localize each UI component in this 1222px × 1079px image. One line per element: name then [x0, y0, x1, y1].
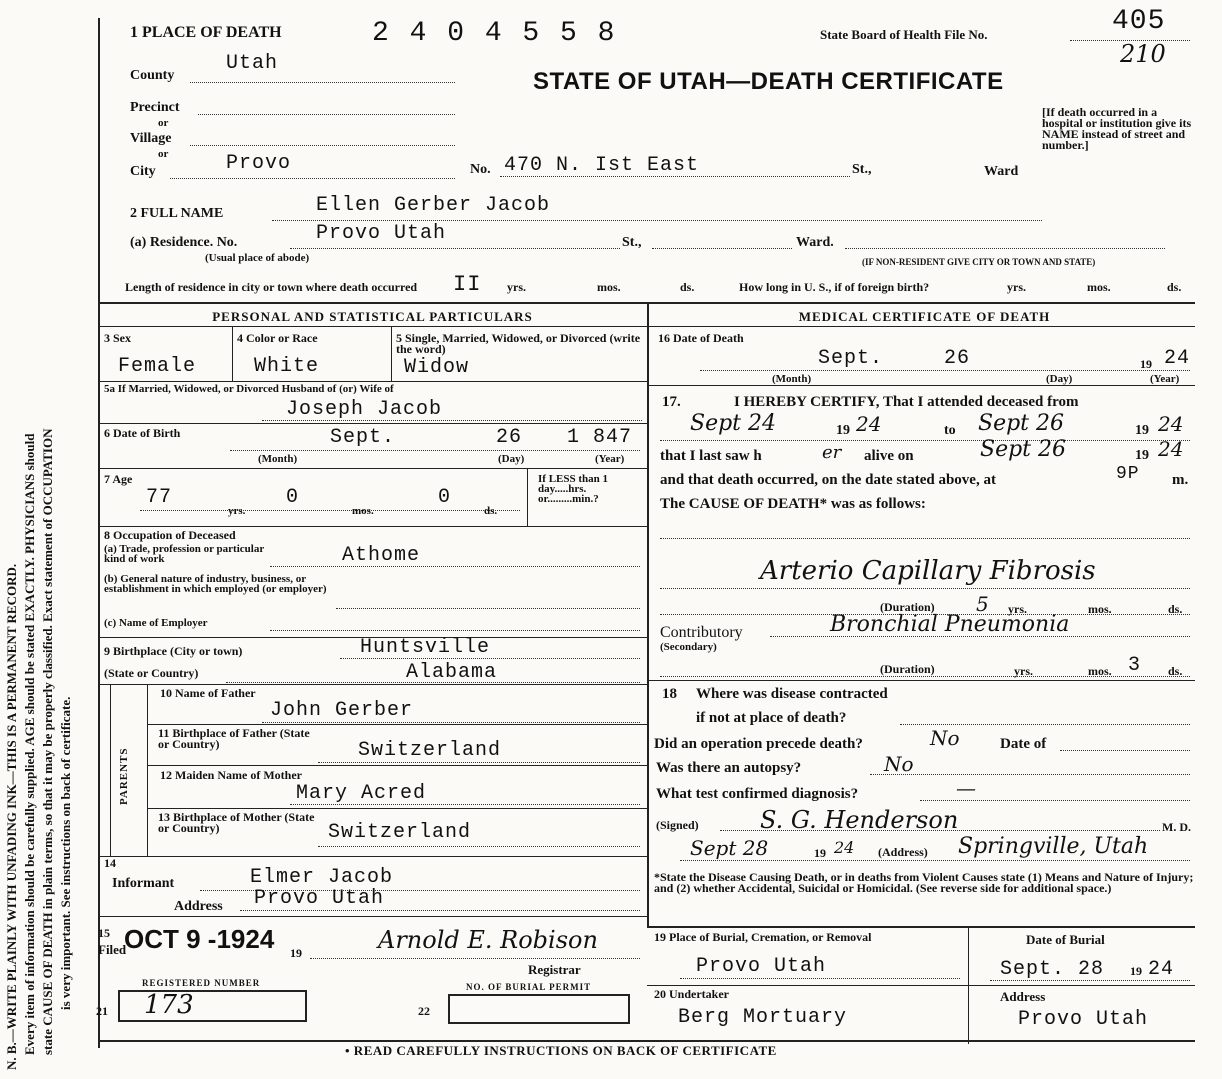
- middle-divider: [647, 302, 649, 927]
- birthplace-city: Huntsville: [360, 636, 491, 659]
- dob-year: 1 847: [567, 426, 633, 449]
- filed-date: OCT 9 -1924: [124, 924, 275, 954]
- mother-birthplace-label: 13 Birthplace of Mother (State or Country): [158, 810, 315, 835]
- alive-on-date: Sept 26: [980, 437, 1067, 462]
- dob-day: 26: [496, 426, 523, 449]
- or-label: or: [158, 148, 169, 160]
- footer-instructions: • READ CAREFULLY INSTRUCTIONS ON BACK OF CERTIFICATE: [345, 1043, 777, 1058]
- mother-birthplace: Switzerland: [328, 821, 472, 844]
- residence-ward-label: Ward.: [796, 235, 834, 250]
- yrs-label: yrs.: [1007, 280, 1026, 294]
- employer-label: (c) Name of Employer: [104, 617, 208, 629]
- precinct-label: Precinct: [130, 100, 180, 115]
- residence-st-label: St.,: [622, 235, 642, 250]
- undertaker-label: 20 Undertaker: [654, 987, 729, 1001]
- not-place-of-death-label: if not at place of death?: [696, 710, 847, 726]
- signed-label: (Signed): [656, 818, 699, 832]
- full-name-label: 2 FULL NAME: [130, 206, 224, 221]
- medical-section-title: MEDICAL CERTIFICATE OF DEATH: [798, 309, 1051, 324]
- parents-label: PARENTS: [118, 747, 130, 805]
- yrs-label: yrs.: [228, 505, 246, 517]
- age-years: 77: [146, 486, 173, 509]
- day-label: (Day): [1046, 373, 1073, 385]
- registered-number-label: REGISTERED NUMBER: [142, 978, 261, 988]
- death-year: 24: [1164, 347, 1191, 370]
- cause-of-death: Arterio Capillary Fibrosis: [760, 556, 1096, 586]
- marital-value: Widow: [404, 356, 470, 379]
- county-value: Utah: [226, 52, 279, 75]
- father-birthplace-label: 11 Birthplace of Father (State or Country): [158, 726, 310, 751]
- us-residence-label: How long in U. S., if of foreign birth?: [739, 280, 930, 294]
- physician-address: Springville, Utah: [958, 834, 1149, 859]
- footnote: *State the Disease Causing Death, or in deaths from Violent Causes state (1) Means and Nature of Injury; and (2) whether Accidental, Suicidal or Homicidal. (See reverse side for additional space.): [654, 870, 1194, 895]
- day-label: (Day): [498, 453, 525, 465]
- cause-duration: 5: [976, 592, 989, 616]
- birthplace-state-label: (State or Country): [104, 666, 199, 680]
- length-of-residence-value: II: [453, 272, 482, 297]
- dob-label: 6 Date of Birth: [104, 426, 181, 440]
- contributory-label: Contributory: [660, 624, 743, 641]
- informant-label: Informant: [112, 876, 175, 891]
- informant-address: Provo Utah: [254, 887, 385, 910]
- burial-year: 24: [1148, 958, 1175, 981]
- father-name-label: 10 Name of Father: [160, 686, 256, 700]
- registrar-label: Registrar: [528, 962, 581, 977]
- non-resident-note: (IF NON-RESIDENT GIVE CITY OR TOWN AND STATE): [862, 257, 1096, 267]
- ds-label: ds.: [484, 505, 498, 517]
- sidebar-line-1: N. B.—WRITE PLAINLY WITH UNFADING INK—THIS IS A PERMANENT RECORD.: [4, 563, 19, 1070]
- city-value: Provo: [226, 152, 292, 175]
- less-than-day-label: If LESS than 1 day.....hrs. or.........min.?: [538, 473, 609, 505]
- month-label: (Month): [258, 453, 298, 465]
- md-label: M. D.: [1162, 820, 1191, 834]
- age-days: 0: [438, 486, 452, 509]
- contributory-duration: 3: [1128, 654, 1142, 677]
- sex-label: 3 Sex: [104, 331, 131, 345]
- county-label: County: [130, 68, 175, 83]
- death-occurred-label: and that death occurred, on the date stated above, at: [660, 472, 996, 488]
- filed-label: Filed: [98, 942, 127, 957]
- autopsy-label: Was there an autopsy?: [656, 760, 802, 776]
- informant-address-label: Address: [174, 899, 223, 914]
- city-label: City: [130, 164, 156, 179]
- occupation-label: 8 Occupation of Deceased: [104, 528, 236, 542]
- secondary-label: (Secondary): [660, 641, 717, 653]
- race-label: 4 Color or Race: [237, 331, 318, 345]
- sidebar-line-2: Every item of information should be carefully supplied. AGE should be stated EXACTLY. PHYSICIANS should: [22, 433, 37, 1055]
- occupation-b-label: (b) General nature of industry, business, or establishment in which employed (or employer): [104, 573, 327, 595]
- signed-date: Sept 28: [690, 836, 769, 860]
- operation-label: Did an operation precede death?: [654, 736, 863, 752]
- burial-permit-label: NO. OF BURIAL PERMIT: [466, 982, 592, 992]
- contributory-cause: Bronchial Pneumonia: [830, 612, 1070, 637]
- duration-label: (Duration): [880, 600, 935, 614]
- year-label: (Year): [595, 453, 625, 465]
- ds-label: ds.: [680, 280, 695, 294]
- usual-place-label: (Usual place of abode): [205, 252, 310, 264]
- hospital-note: [If death occurred in a hospital or institution give its NAME instead of street and number.]: [1042, 105, 1192, 152]
- left-border: [98, 18, 100, 1048]
- time-of-death: 9P: [1116, 464, 1140, 484]
- marital-label: 5 Single, Married, Widowed, or Divorced (write the word): [396, 331, 641, 356]
- length-of-residence-label: Length of residence in city or town where death occurred: [125, 280, 418, 294]
- father-birthplace: Switzerland: [358, 739, 502, 762]
- year-prefix: 19: [1140, 357, 1152, 371]
- spouse-label: 5a If Married, Widowed, or Divorced Husband of (or) Wife of: [104, 383, 394, 395]
- undertaker-address: Provo Utah: [1018, 1008, 1149, 1031]
- ward-label: Ward: [984, 164, 1019, 179]
- m-label: m.: [1172, 472, 1189, 488]
- ds-label: ds.: [1167, 280, 1182, 294]
- attended-from-year: 24: [856, 412, 882, 436]
- dob-month: Sept.: [330, 426, 396, 449]
- age-label: 7 Age: [104, 472, 133, 486]
- yrs-label: yrs.: [507, 280, 526, 294]
- signed-year: 24: [834, 838, 855, 857]
- death-day: 26: [944, 347, 971, 370]
- year-label: (Year): [1150, 373, 1180, 385]
- street-no-label: No.: [470, 162, 491, 177]
- file-no-label: State Board of Health File No.: [820, 27, 988, 42]
- father-name: John Gerber: [270, 699, 414, 722]
- birthplace-label: 9 Birthplace (City or town): [104, 644, 243, 658]
- residence-label: (a) Residence. No.: [130, 235, 238, 250]
- certificate-number: 2 4 0 4 5 5 8: [372, 18, 617, 49]
- occupation-a-label: (a) Trade, profession or particular kind of work: [104, 543, 265, 565]
- mos-label: mos.: [597, 280, 621, 294]
- item-17-label: 17.: [662, 394, 681, 410]
- st-label: St.,: [852, 162, 872, 177]
- registrar-signature: Arnold E. Robison: [378, 926, 598, 954]
- or-label: or: [158, 117, 169, 129]
- full-name-value: Ellen Gerber Jacob: [316, 194, 551, 217]
- certificate-title: STATE OF UTAH—DEATH CERTIFICATE: [533, 68, 1004, 95]
- duration-label: (Duration): [880, 662, 935, 676]
- death-month: Sept.: [818, 347, 884, 370]
- test-label: What test confirmed diagnosis?: [656, 786, 859, 802]
- item-number: 15: [98, 926, 110, 940]
- age-months: 0: [286, 486, 300, 509]
- attended-to-year: 24: [1158, 412, 1184, 436]
- alive-on-label: alive on: [864, 448, 914, 464]
- burial-date-label: Date of Burial: [1026, 932, 1105, 947]
- personal-section-title: PERSONAL AND STATISTICAL PARTICULARS: [212, 309, 533, 324]
- undertaker-name: Berg Mortuary: [678, 1006, 848, 1029]
- autopsy-value: No: [884, 752, 914, 776]
- alive-on-year: 24: [1158, 437, 1184, 461]
- burial-date: Sept. 28: [1000, 958, 1105, 981]
- burial-place: Provo Utah: [696, 955, 827, 978]
- burial-place-label: 19 Place of Burial, Cremation, or Removal: [654, 930, 872, 944]
- mos-label: mos.: [1087, 280, 1111, 294]
- month-label: (Month): [772, 373, 812, 385]
- birthplace-state: Alabama: [406, 661, 498, 684]
- burial-permit-box: [448, 994, 630, 1024]
- place-of-death-label: 1 PLACE OF DEATH: [130, 24, 282, 41]
- last-saw-label: that I last saw h: [660, 448, 762, 464]
- race-value: White: [254, 355, 320, 378]
- operation-value: No: [930, 726, 960, 750]
- item-number: 22: [418, 1004, 430, 1018]
- sidebar-line-4: is very important. See instructions on back of certificate.: [58, 696, 73, 1010]
- certify-text: I HEREBY CERTIFY, That I attended deceased from: [734, 394, 1079, 410]
- informant-name: Elmer Jacob: [250, 866, 394, 889]
- mos-label: mos.: [352, 505, 374, 517]
- sex-value: Female: [118, 355, 197, 378]
- file-no: 405: [1112, 6, 1166, 37]
- last-saw-pronoun: er: [822, 442, 842, 463]
- item-number: 21: [96, 1004, 108, 1018]
- registered-number: 173: [144, 990, 194, 1020]
- death-certificate: N. B.—WRITE PLAINLY WITH UNFADING INK—THIS IS A PERMANENT RECORD. Every item of information should be carefully supplied. AGE should be stated EXACTLY. PHYSICIANS should state CAUSE OF DEATH in plain terms, so that it may be properly classified. Exact statement of OCCUPATION is very important. See instructions on back of certificate. 1 PLACE OF DEATH 2 4 0 4 5 5 8 State Board of Health File No. 405 210 STATE OF UTAH—DEATH CERTIFICATE [If death occurred in a hospital or institution give its NAME instead of street and number.] County Utah Precinct or Village or City Provo No. 470 N. Ist East St., Ward 2 FULL NAME Ellen Gerber Jacob (a) Residence. No. Provo Utah (Usual place of abode) St., Ward. (IF NON-RESIDENT GIVE CITY OR TOWN AND STATE) Length of residence in city or town where death occurred II yrs. mos. ds. How long in U. S., if of foreign birth? yrs. mos. ds. PERSONAL AND STATISTICAL PARTICULARS MEDICAL CERTIFICATE OF DEATH 3 Sex Female 4 Color or Race White 5 Single, Married, Widowed, or Divorced (write the word) Widow 5a If Married, Widowed, or Divorced Husband of (or) Wife of Joseph Jacob 6 Date of Birth Sept. 26 1 847 (Month) (Day) (Year) 7 Age 77 0 0 yrs. mos. ds. If LESS than 1 day.....hrs. or.........min.? 8 Occupation of Deceased (a) Trade, profession or particular kind of work Athome (b) General nature of industry, business, or establishment in which employed (or employer) (c) Name of Employer 9 Birthplace (City or town) Huntsville (State or Country) Alabama PARENTS 10 Name of Father John Gerber 11 Birthplace of Father (State or Country) Switzerland 12 Maiden Name of Mother Mary Acred 13 Birthplace of Mother (State or Country) Switzerland 14 Informant Elmer Jacob Address Provo Utah 15 Filed OCT 9 -1924 19 Arnold E. Robison Registrar REGISTERED NUMBER 21 173 NO. OF BURIAL PERMIT 22 16 Date of Death Sept. 26 19 24 (Month) (Day) (Year) 17. I HEREBY CERTIFY, That I attended deceased from Sept 24 19 24 to Sept 26 19 24 that I last saw h er alive on Sept 26 19 24 and that death occurred, on the date stated above, at 9P m. The CAUSE OF DEATH* was as follows: Arterio Capillary Fibrosis (Duration) 5 yrs. mos. ds. Contributory (Secondary) Bronchial Pneumonia (Duration) yrs. mos. 3 ds. 18 Where was disease contracted if not at place of death? Did an operation precede death? No Date of Was there an autopsy? No What test confirmed diagnosis? — (Signed) S. G. Henderson M. D. Sept 28 19 24 (Address) Springville, Utah *State the Disease Causing Death, or in deaths from Violent Causes state (1) Means and Nature of Injury; and (2) whether Accidental, Suicidal or Homicidal. (See reverse side for additional space.) 19 Place of Burial, Cremation, or Removal Provo Utah Date of Burial Sept. 28 19 24 20 Undertaker Berg Mortuary Address Provo Utah • READ CAREFULLY INSTRUCTIONS ON BACK OF CERTIFICATE: [0, 0, 1222, 1079]
- occupation-value: Athome: [342, 544, 421, 567]
- residence-value: Provo Utah: [316, 222, 447, 245]
- sidebar-line-3: state CAUSE OF DEATH in plain terms, so that it may be properly classified. Exact statement of OCCUPATION: [40, 428, 55, 1055]
- operation-date-label: Date of: [1000, 736, 1047, 752]
- mother-name: Mary Acred: [296, 782, 427, 805]
- attended-to-date: Sept 26: [978, 411, 1065, 436]
- address-label: (Address): [878, 845, 928, 859]
- date-of-death-label: 16 Date of Death: [658, 331, 744, 345]
- mother-name-label: 12 Maiden Name of Mother: [160, 768, 302, 782]
- cause-of-death-label: The CAUSE OF DEATH* was as follows:: [660, 496, 926, 512]
- attended-from-date: Sept 24: [690, 411, 777, 436]
- item-18-label: 18: [662, 686, 677, 702]
- year-prefix: 19: [290, 946, 302, 960]
- physician-signature: S. G. Henderson: [760, 806, 959, 834]
- spouse-value: Joseph Jacob: [286, 398, 443, 421]
- undertaker-address-label: Address: [1000, 989, 1046, 1004]
- street-value: 470 N. Ist East: [504, 154, 700, 177]
- village-label: Village: [130, 131, 172, 146]
- file-no-2: 210: [1120, 40, 1166, 68]
- test-value: —: [956, 776, 976, 800]
- where-contracted-label: Where was disease contracted: [696, 686, 888, 702]
- to-label: to: [944, 423, 956, 438]
- item-number: 14: [104, 856, 116, 870]
